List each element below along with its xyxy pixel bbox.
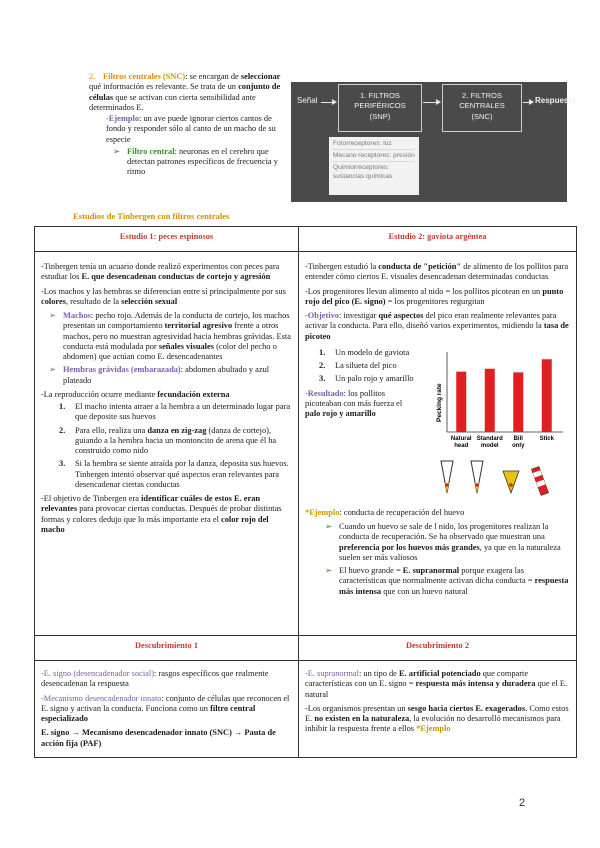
arrow-bullet-icon: ➢ (113, 146, 121, 156)
x-tick-label: model (480, 442, 499, 449)
diagram-input-label: Señal (297, 96, 318, 105)
diagram-output-label: Respuesta (535, 96, 576, 105)
receptor-item: Fotorreceptores: luz (333, 140, 415, 150)
page-number: 2 (519, 797, 526, 809)
studies-table (34, 226, 577, 758)
receptors-box (329, 137, 419, 195)
study2-header: Estudio 2: gaviota argéntea (299, 227, 577, 252)
study2-cell: -Tinbergen estudió la conducta de "petición" de alimento de los pollitos para entender cómo ciertos E. visuales desencadenan determinadas conductas -Los progenitores llevan alimento al nido = los pollitos picotean en un punto rojo del pico (E. signo) = los progenitores regurgitan -Objetivo: investigar qué aspectos del pico eran realmente relevantes para activar la conducta. Para ello, diseñó varios experimentos, midiendo la tasa de picoteo 1. Un modelo de gaviota 2. La silueta del pico 3. Un palo rojo y amarillo -Resultado: los pollitos picoteaban con más fuerza el palo rojo y amarillo Pecking rate Natural head Standard model Bill only Stick *Ejemplo: conducta de recuperación del huevo ➢ Cuando un huevo se sale de l nido, los progenitores realizan la conducta de recuperación. Se ha observado que muestran una preferencia por los huevos más grandes, ya que en la naturaleza suelen ser más valiosos ➢ El huevo grande = E. supranormal porque exagera las características que normalmente activan dicha conducta = respuesta más intensa que con un huevo natural (299, 252, 577, 636)
item-text: que se activan con cierta sensibilidad ante determinados E. (89, 92, 256, 112)
sub-label: Filtro central (127, 146, 175, 156)
x-tick-label: Standard (476, 435, 503, 442)
discovery1-cell: -E. signo (desencadenador social): rasgos específicos que realmente desencadenan la respuesta -Mecanismo desencadenador innato: conjunto de células que reconocen el E. signo y activan la conducta. Funciona como un filtro central especializado E. signo → Mecanismo desencadenador innato (SNC) → Pauta de acción fija (PAF) (35, 661, 299, 758)
x-tick-label: only (512, 442, 525, 449)
egg-bullet: ➢ El huevo grande = E. supranormal porque exagera las características que normalmente activan dicha conducta = respuesta más intensa que con un huevo natural (325, 566, 569, 596)
model-item: 2. La silueta del pico (319, 361, 397, 370)
item-bold: seleccionar (240, 72, 281, 81)
pecking-chart (433, 346, 570, 509)
central-filters-box: 2. FILTROS CENTRALES (SNC) (442, 84, 522, 132)
receptor-item: Quimiorreceptores: sustancias químicas (333, 164, 393, 180)
discovery1-header: Descubrimiento 1 (35, 636, 299, 661)
step-item: 3. Si la hembra se siente atraída por la danza, deposita sus huevos. Tinbergen intentó observar qué aspectos eran relevantes para desencadenar ciertas conductas (59, 459, 289, 489)
receptor-item: Mecano receptores: presión (333, 152, 415, 162)
bar-2 (513, 372, 523, 432)
arrow-bullet-icon: ➢ (325, 566, 333, 575)
model-item: 3. Un palo rojo y amarillo (319, 374, 414, 384)
females-bullet: ➢ Hembras grávidas (embarazada): abdomen abultado y azul plateado (49, 365, 270, 385)
item-text: qué información es relevante. Se trata de un (89, 82, 239, 92)
step-item: 1. El macho intenta atraer a la hembra a un determinado lugar para que deposite sus huevos (59, 402, 291, 422)
gull-head-illustrations (433, 457, 565, 505)
x-tick-label: Natural (450, 435, 472, 442)
x-tick-label: Stick (539, 435, 554, 442)
example-label: -Ejemplo (106, 114, 140, 123)
y-axis-label: Pecking rate (436, 383, 443, 422)
discovery2-header: Descubrimiento 2 (299, 636, 577, 661)
discovery2-cell: -E. supranormal: un tipo de E. artificial potenciado que comparte características con un E. signo = respuesta más intensa y duradera que el E. natural -Los organismos presentan un sesgo hacia ciertos E. exagerados. Como estos E. no existen en la naturaleza, la evolución no desarrolló mecanismos para inhibir la respuesta frente a ellos *Ejemplo (299, 661, 577, 758)
model-item: 1. Un modelo de gaviota (319, 347, 410, 357)
males-bullet: ➢ Machos: pecho rojo. Además de la conducta de cortejo, los machos presentan un comportamiento territorial agresivo frente a otros machos, pero no muestran agresividad hacia hembras grávidas. Esta conducta está modulada por señales visuales (color del pecho o abdomen) que actúan como E. desencadenantes (49, 311, 291, 361)
item-text: : se encargan de (185, 72, 241, 81)
study1-header: Estudio 1: peces espinosos (35, 227, 299, 252)
bar-1 (485, 368, 495, 431)
x-tick-label: Bill (513, 435, 523, 442)
step-item: 2. Para ello, realiza una danza en zig-zag (danza de cortejo), guiando a la hembra hacia un montoncito de arena que él ha construido como nido (59, 425, 277, 455)
x-tick-label: head (454, 442, 469, 449)
arrow-bullet-icon: ➢ (325, 522, 333, 531)
bar-3 (542, 359, 552, 432)
sub-bullet (89, 147, 284, 178)
arrow-bullet-icon: ➢ (49, 365, 57, 375)
arrow-bullet-icon: ➢ (49, 311, 57, 320)
top-item-central-filters (89, 72, 284, 178)
arrow-right-icon (436, 99, 441, 105)
section-title: Estudios de Tinbergen con filtros centrales (73, 211, 230, 221)
bar-chart-svg (433, 346, 565, 454)
example-text: : un ave puede ignorar ciertos cantos de fondo y responder sólo al canto de un macho de su especie (106, 114, 276, 144)
egg-bullet: ➢ Cuando un huevo se sale de l nido, los progenitores realizan la conducta de recuperación. Se ha observado que muestran una preferencia por los huevos más grandes, ya que en la naturaleza suelen ser más valiosos (325, 522, 561, 562)
filter-diagram (291, 82, 576, 202)
arrow-right-icon (332, 99, 337, 105)
stick-icon (531, 466, 548, 495)
item-title: Filtros centrales (SNC) (103, 72, 186, 81)
sub-text: : neuronas en el cerebro que detectan patrones específicos de frecuencia y ritmo (127, 146, 278, 177)
gull-model-icon (471, 461, 483, 493)
gull-head-icon (441, 461, 453, 493)
bar-0 (456, 371, 466, 431)
peripheral-filters-box: 1. FILTROS PERIFÉRICOS (SNP) (338, 84, 422, 132)
item-bold: conjunto de células (89, 82, 281, 102)
bill-only-icon (503, 471, 519, 493)
item-number: 2. (89, 72, 96, 81)
study1-cell: -Tinbergen tenía un acuario donde realizó experimentos con peces para estudiar los E. que desencadenan conductas de cortejo y agresión -Los machos y las hembras se diferencian entre sí principalmente por sus colores, resultado de la selección sexual ➢ Machos: pecho rojo. Además de la conducta de cortejo, los machos presentan un comportamiento territorial agresivo frente a otros machos, pero no muestran agresividad hacia hembras grávidas. Esta conducta está modulada por señales visuales (color del pecho o abdomen) que actúan como E. desencadenantes ➢ Hembras grávidas (embarazada): abdomen abultado y azul plateado -La reproducción ocurre mediante fecundación externa 1. El macho intenta atraer a la hembra a un determinado lugar para que deposite sus huevos 2. Para ello, realiza una danza en zig-zag (danza de cortejo), guiando a la hembra hacia un montoncito de arena que él ha construido como nido 3. Si la hembra se siente atraída por la danza, deposita sus huevos. Tinbergen intentó observar qué aspectos eran relevantes para desencadenar ciertas conductas -El objetivo de Tinbergen era identificar cuáles de estos E. eran relevantes para provocar ciertas conductas. Después de probar distintas formas y colores dedujo que lo más importante era el color rojo del macho (35, 252, 299, 636)
